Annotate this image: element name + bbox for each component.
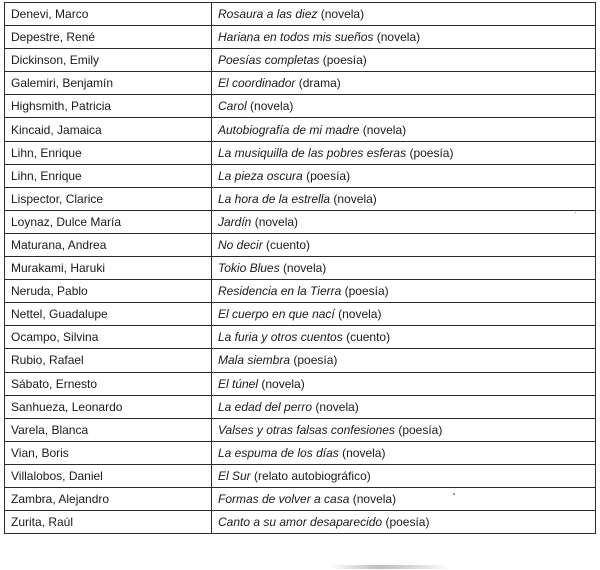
book-title: La hora de la estrella bbox=[218, 191, 331, 206]
author-cell: Zambra, Alejandro bbox=[5, 487, 212, 510]
author-cell: Lihn, Enrique bbox=[5, 164, 212, 187]
book-title: Canto a su amor desaparecido bbox=[218, 515, 383, 530]
table-row bbox=[5, 487, 596, 510]
work-cell bbox=[212, 95, 596, 118]
author-cell: Maturana, Andrea bbox=[5, 233, 212, 256]
author-cell: Zurita, Raúl bbox=[5, 511, 212, 534]
book-genre: (novela) bbox=[352, 492, 397, 507]
author-cell: Ocampo, Silvina bbox=[5, 326, 212, 349]
book-genre: (poesía) bbox=[398, 422, 443, 437]
table-body bbox=[5, 3, 596, 534]
work-cell bbox=[212, 187, 596, 210]
author-cell: Vian, Boris bbox=[5, 441, 212, 464]
work-cell bbox=[212, 441, 596, 464]
author-cell: Nettel, Guadalupe bbox=[5, 303, 212, 326]
author-cell: Denevi, Marco bbox=[5, 3, 212, 26]
book-title: Rosaura a las diez bbox=[218, 7, 318, 22]
book-genre: (cuento) bbox=[266, 237, 311, 252]
book-title: La espuma de los días bbox=[218, 445, 339, 460]
table-row bbox=[5, 372, 596, 395]
table-row bbox=[5, 72, 596, 95]
table-row bbox=[5, 49, 596, 72]
book-genre: (novela) bbox=[315, 399, 359, 414]
work-cell bbox=[212, 303, 596, 326]
table-row bbox=[5, 441, 596, 464]
work-cell bbox=[212, 487, 596, 510]
table-row bbox=[5, 395, 596, 418]
table-row bbox=[5, 464, 596, 487]
table-row bbox=[5, 326, 596, 349]
table-row bbox=[5, 141, 596, 164]
book-genre: (novela) bbox=[320, 7, 365, 22]
book-title: Carol bbox=[218, 99, 247, 114]
table-row bbox=[5, 257, 596, 280]
table-row bbox=[5, 511, 596, 534]
book-genre: (relato autobiográfico) bbox=[254, 468, 371, 483]
book-genre: (novela) bbox=[333, 191, 377, 206]
author-cell: Sanhueza, Leonardo bbox=[5, 395, 212, 418]
author-cell: Highsmith, Patricia bbox=[5, 95, 212, 118]
table-row bbox=[5, 233, 596, 256]
work-cell bbox=[212, 3, 596, 26]
work-cell bbox=[212, 395, 596, 418]
work-cell bbox=[212, 210, 596, 233]
table-row bbox=[5, 280, 596, 303]
scan-smudge bbox=[330, 565, 450, 569]
book-genre: (novela) bbox=[342, 445, 386, 460]
book-title: El coordinador bbox=[218, 76, 296, 91]
book-genre: (drama) bbox=[298, 76, 341, 91]
book-title: Jardín bbox=[218, 214, 252, 229]
book-genre: (poesía) bbox=[293, 353, 338, 368]
author-cell: Kincaid, Jamaica bbox=[5, 118, 212, 141]
book-genre: (poesía) bbox=[306, 168, 351, 183]
work-cell bbox=[212, 141, 596, 164]
table-row bbox=[5, 26, 596, 49]
book-genre: (novela) bbox=[261, 376, 305, 391]
table-row bbox=[5, 164, 596, 187]
work-cell bbox=[212, 326, 596, 349]
book-genre: (novela) bbox=[254, 214, 299, 229]
author-cell: Loynaz, Dulce María bbox=[5, 210, 212, 233]
book-title: La furia y otros cuentos bbox=[218, 330, 343, 345]
work-cell bbox=[212, 233, 596, 256]
work-cell bbox=[212, 26, 596, 49]
book-title: Mala siembra bbox=[218, 353, 291, 368]
book-genre: (poesía) bbox=[409, 145, 454, 160]
author-cell: Murakami, Haruki bbox=[5, 257, 212, 280]
work-cell bbox=[212, 349, 596, 372]
work-cell bbox=[212, 164, 596, 187]
author-cell: Depestre, René bbox=[5, 26, 212, 49]
work-cell bbox=[212, 257, 596, 280]
book-title: La pieza oscura bbox=[218, 168, 303, 183]
work-cell bbox=[212, 49, 596, 72]
book-genre: (poesía) bbox=[322, 53, 367, 68]
author-cell: Galemiri, Benjamín bbox=[5, 72, 212, 95]
work-cell bbox=[212, 464, 596, 487]
author-cell: Dickinson, Emily bbox=[5, 49, 212, 72]
table-row bbox=[5, 418, 596, 441]
author-cell: Lispector, Clarice bbox=[5, 187, 212, 210]
book-title: Tokio Blues bbox=[218, 261, 280, 276]
book-genre: (cuento) bbox=[346, 330, 391, 345]
table-row bbox=[5, 3, 596, 26]
table-row bbox=[5, 95, 596, 118]
book-title: Residencia en la Tierra bbox=[218, 284, 342, 299]
work-cell bbox=[212, 72, 596, 95]
table-row bbox=[5, 303, 596, 326]
work-cell bbox=[212, 511, 596, 534]
table-row bbox=[5, 210, 596, 233]
table-row bbox=[5, 187, 596, 210]
book-title: Valses y otras falsas confesiones bbox=[218, 422, 395, 437]
table-row bbox=[5, 118, 596, 141]
book-genre: (novela) bbox=[250, 99, 294, 114]
book-genre: (novela) bbox=[282, 261, 327, 276]
author-cell: Varela, Blanca bbox=[5, 418, 212, 441]
book-title: Poesías completas bbox=[218, 53, 320, 68]
book-title: Formas de volver a casa bbox=[218, 492, 350, 507]
work-cell bbox=[212, 372, 596, 395]
book-title: El cuerpo en que nací bbox=[218, 307, 335, 322]
author-cell: Rubio, Rafael bbox=[5, 349, 212, 372]
book-title: La musiquilla de las pobres esferas bbox=[218, 145, 407, 160]
book-genre: (poesía) bbox=[344, 284, 389, 299]
work-cell bbox=[212, 418, 596, 441]
book-title: El Sur bbox=[218, 468, 251, 483]
book-title: No decir bbox=[218, 237, 263, 252]
author-cell: Neruda, Pablo bbox=[5, 280, 212, 303]
book-genre: (poesía) bbox=[385, 515, 430, 530]
book-genre: (novela) bbox=[362, 122, 407, 137]
work-cell bbox=[212, 280, 596, 303]
book-title: Hariana en todos mis sueños bbox=[218, 30, 374, 45]
scan-speck bbox=[453, 493, 455, 495]
scan-speck bbox=[575, 212, 576, 213]
author-cell: Lihn, Enrique bbox=[5, 141, 212, 164]
work-cell bbox=[212, 118, 596, 141]
author-cell: Villalobos, Daniel bbox=[5, 464, 212, 487]
table-row bbox=[5, 349, 596, 372]
book-genre: (novela) bbox=[376, 30, 421, 45]
book-genre: (novela) bbox=[338, 307, 382, 322]
book-title: La edad del perro bbox=[218, 399, 313, 414]
author-cell: Sábato, Ernesto bbox=[5, 372, 212, 395]
book-title: Autobiografía de mi madre bbox=[218, 122, 360, 137]
book-title: El túnel bbox=[218, 376, 259, 391]
book-list-table bbox=[4, 2, 596, 534]
